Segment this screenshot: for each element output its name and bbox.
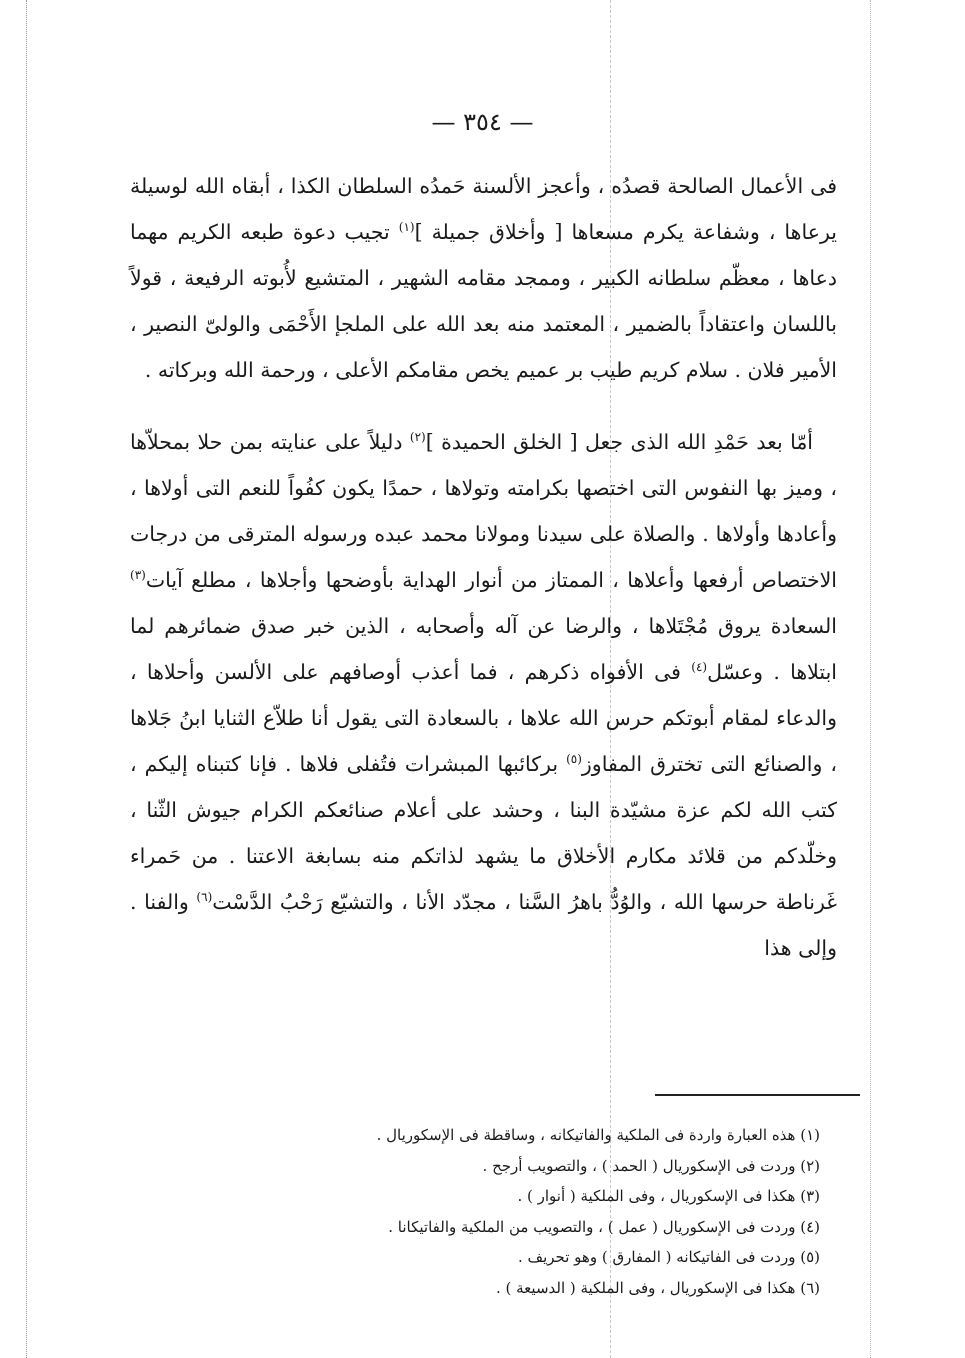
paragraph-text: دليلاً على عنايته بمن حلا بمحلاّها ، وميز بها النفوس التى اختصها بكرامته وتولاها ، حمدًا يكون كفُواً للنعم التى أولاها ، وأعادها وأولاها . والصلاة على سيدنا ومولانا محمد عبده ورسوله المترقى من درجات الاختصاص أرفعها وأعلاها ، الممتاز من أنوار الهداية بأوضحها وأجلاها ، مطلع آيات [130, 430, 837, 592]
footnotes-list [280, 1120, 820, 1303]
paragraph-text: فى الأعمال الصالحة قصدُه ، وأعجز الألسنة حَمدُه السلطان الكذا ، أبقاه الله لوسيلة يرعاها ، وشفاعة يكرم مسعاها [ وأخلاق جميلة ] [130, 174, 837, 244]
paragraph-text: السعادة يروق مُجْتَلاها ، والرضا عن آله وأصحابه ، الذين خبر صدق ضمائرهم لما ابتلاها . وعسّل [130, 614, 837, 684]
footnote-reference: (٣) [130, 568, 146, 583]
scan-edge-line [26, 0, 27, 1358]
page-number: — ٣٥٤ — [431, 108, 534, 136]
footnote-reference: (٦) [196, 890, 213, 905]
footnote: (١) هذه العبارة واردة فى الملكية والفاتيكانه ، وساقطة فى الإسكوريال . [376, 1126, 820, 1144]
body-text [130, 163, 837, 971]
paragraph-text: بركائبها المبشرات فتُفلى فلاها . فإنا كتبناه إليكم ، كتب الله لكم عزة مشيّدة البنا ، وحشد على أعلام صنائعكم الكرام جيوش الثّنا ، وخلّدكم من قلائد مكارم الأخلاق ما يشهد لذاتكم منه بسابغة الاعتنا . من حَمراء غَرناطة حرسها الله ، والوُدُّ باهرُ السَّنا ، مجدّد الأنا ، والتشيّع رَحْبُ الدَّسْت [130, 752, 837, 914]
footnote: (٦) هكذا فى الإسكوريال ، وفى الملكية ( الدسيعة ) . [495, 1278, 820, 1297]
footnote-reference: (٥) [566, 752, 582, 767]
scan-margin-line [870, 0, 871, 1358]
paragraph-text: فى الأفواه ذكرهم ، فما أعذب أوصافهم على الألسن وأحلاها ، والدعاء لمقام أبوتكم حرس الله علاها ، بالسعادة التى يقول أنا طلاّع الثنايا ابنُ جَلاها ، والصنائع التى تخترق المفاوز [130, 660, 837, 776]
footnote-reference: (١) [398, 220, 415, 235]
paragraph [130, 163, 837, 393]
footnote-reference: (٢) [409, 430, 426, 445]
paragraph-text: أمّا بعد حَمْدِ الله الذى جعل [ الخلق الحميدة ] [425, 430, 813, 454]
paragraph-text: والفنا . وإلى هذا [130, 890, 837, 960]
footnote-divider [655, 1094, 860, 1096]
footnote: (٥) وردت فى الفاتيكانه ( المفارق ) وهو تحريف . [518, 1248, 820, 1266]
paragraph-text: تجيب دعوة طبعه الكريم مهما دعاها ، معظّم سلطانه الكبير ، وممجد مقامه الشهير ، المتشيع لأُبوته الرفيعة ، قولاً باللسان واعتقاداً بالضمير ، المعتمد منه بعد الله على الملجإ الأَحْمَى والولىّ النصير ، الأمير فلان . سلام كريم طيب بر عميم يخص مقامكم الأعلى ، ورحمة الله وبركاته . [130, 220, 837, 382]
footnote: (٢) وردت فى الإسكوريال ( الحمد ) ، والتصويب أرجح . [482, 1156, 820, 1175]
paragraph [130, 419, 837, 971]
footnote: (٣) هكذا فى الإسكوريال ، وفى الملكية ( أنوار ) . [517, 1187, 820, 1205]
footnote-reference: (٤) [691, 660, 708, 675]
footnote: (٤) وردت فى الإسكوريال ( عمل ) ، والتصويب من الملكية والفاتيكانا . [388, 1217, 820, 1236]
